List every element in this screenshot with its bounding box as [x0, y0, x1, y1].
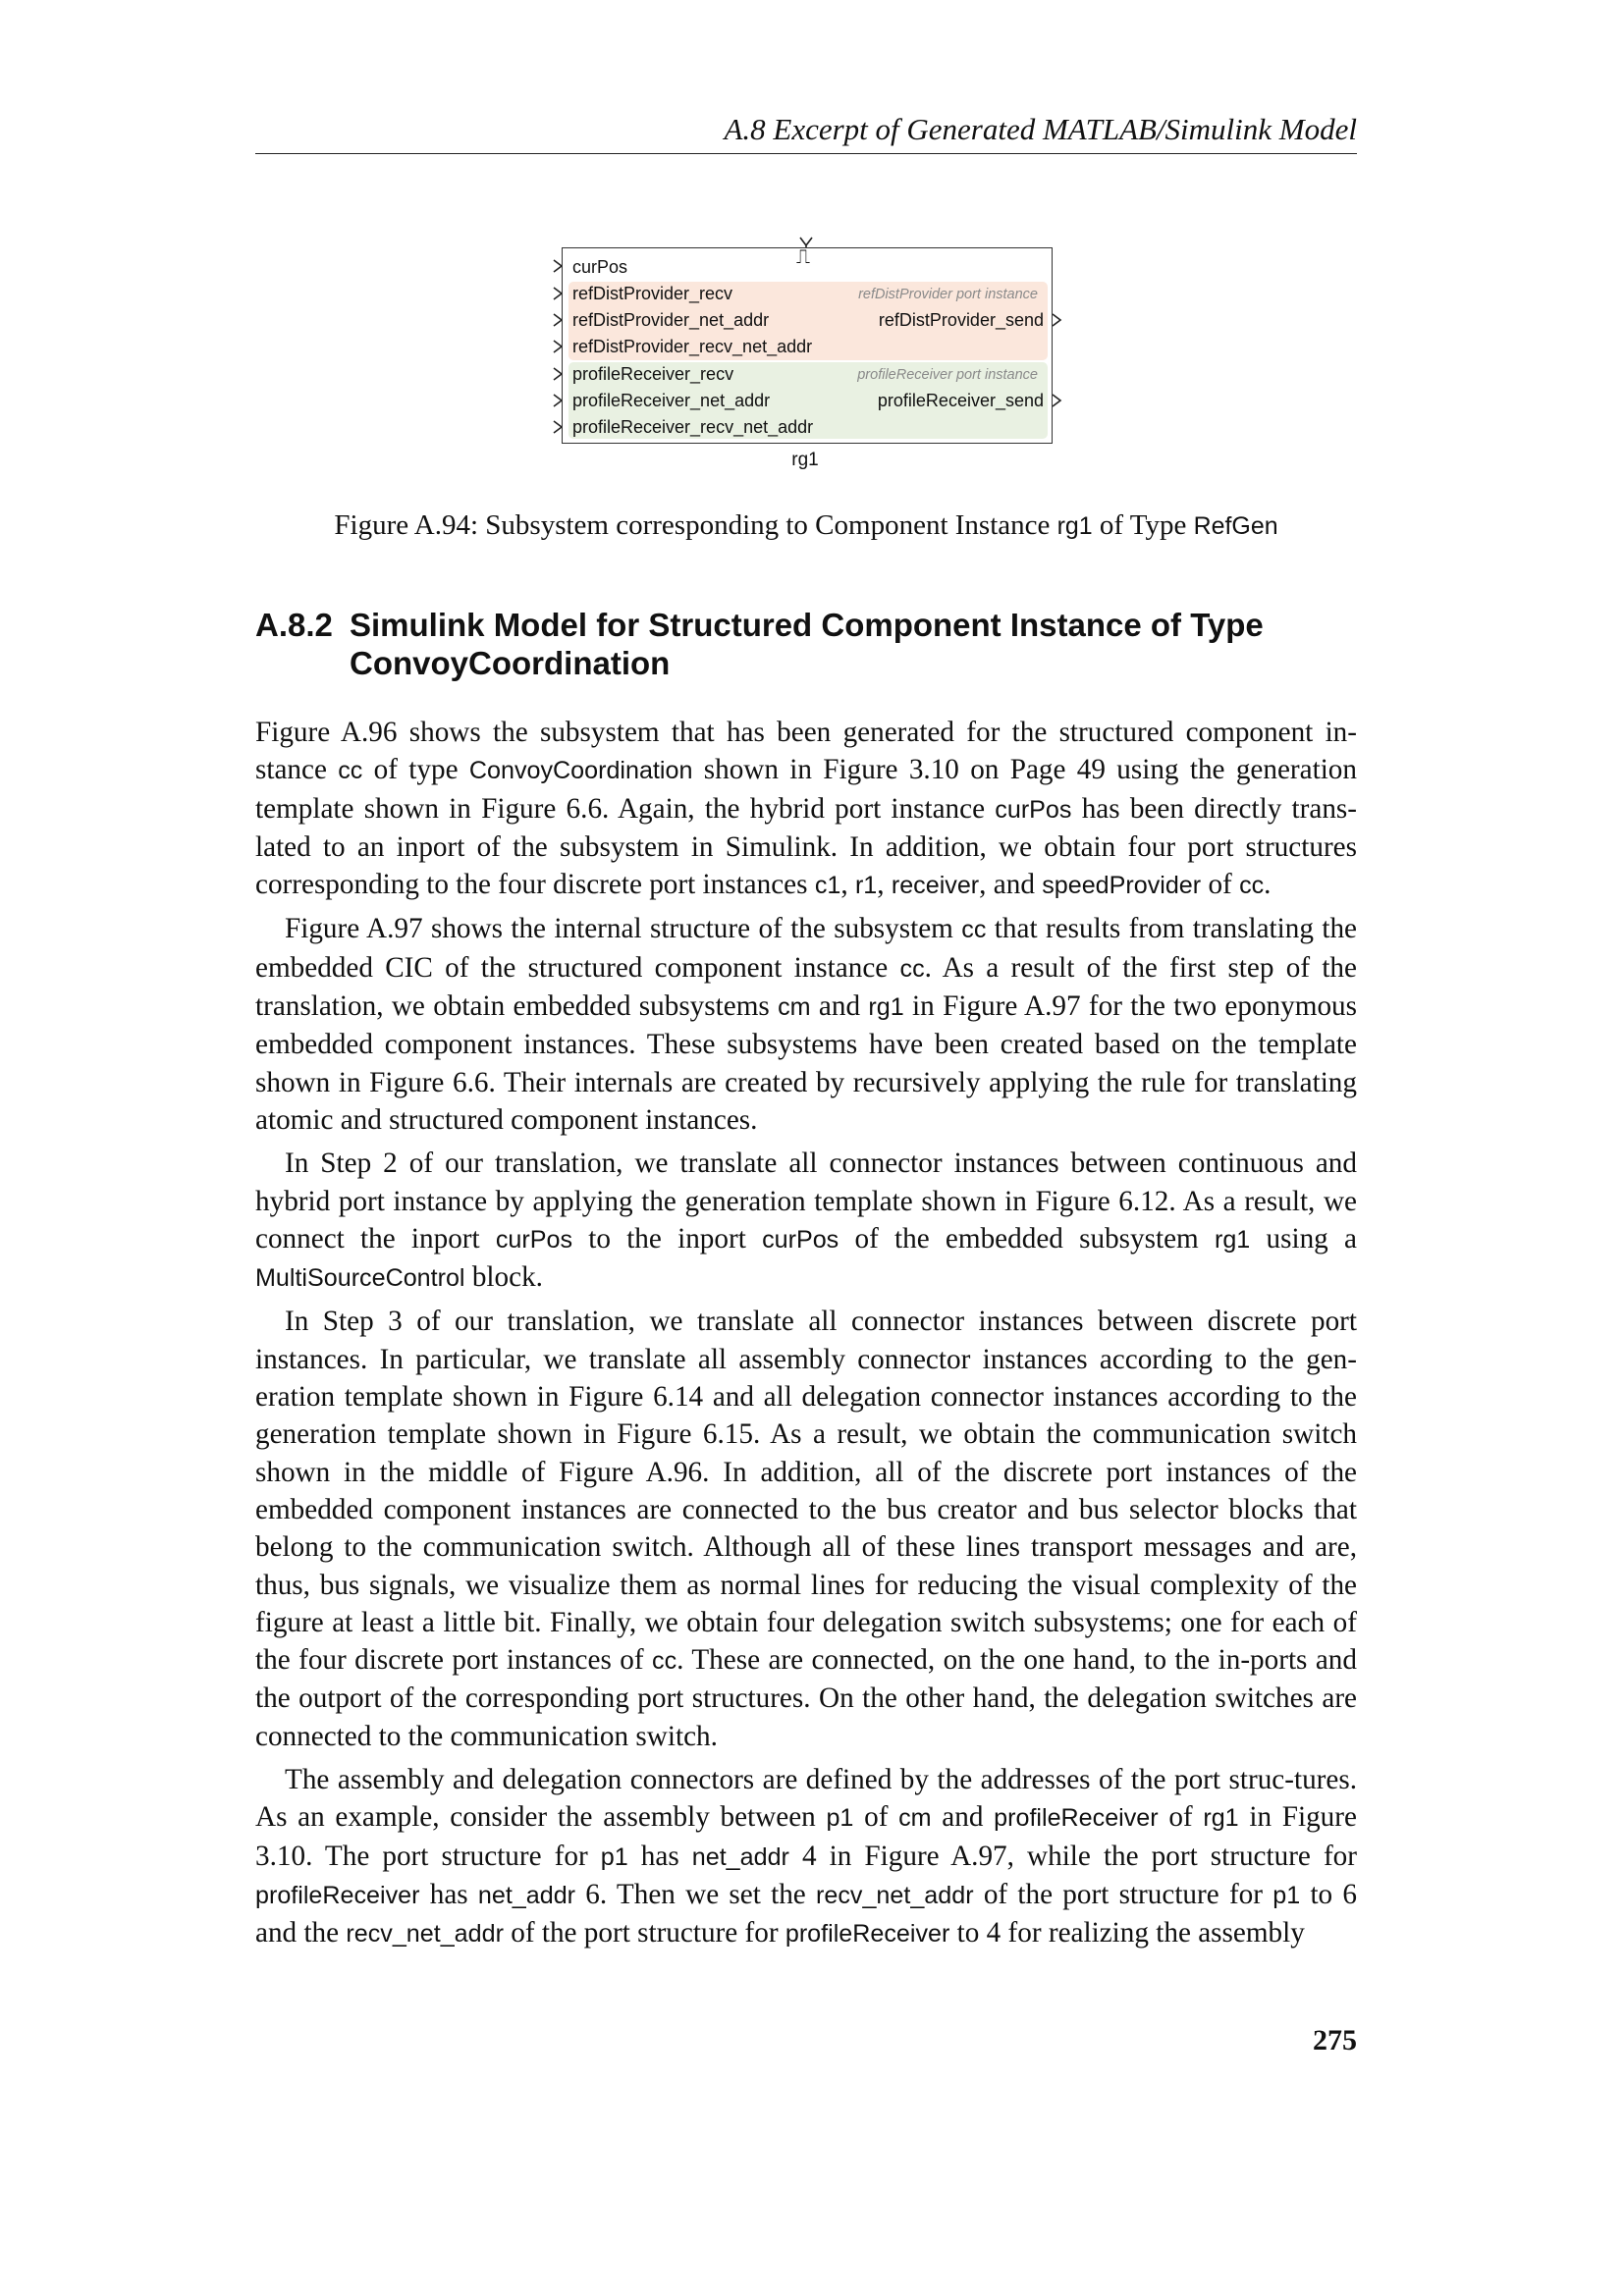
paragraph-text: has been directly trans-lated to an inport of the subsystem in Simulink. In addition, we obtain four port structures corresponding to the four discrete port instances [255, 792, 1358, 901]
paragraph-text: The assembly and delegation connectors are defined by the addresses of the port struc-tures. As an example, consider the assembly between [255, 1764, 1357, 1834]
code-identifier: curPos [762, 1225, 839, 1254]
code-identifier: p1 [1272, 1881, 1301, 1909]
code-identifier: net_addr [477, 1881, 576, 1909]
header-rule [255, 153, 1357, 154]
paragraph-text: , [840, 869, 855, 901]
paragraph-text: to 6 and the [255, 1878, 1357, 1949]
code-identifier: cc [1239, 872, 1265, 900]
paragraph-text: . These are connected, on the one hand, to the in-ports and the outport of the corresponding port structures. On the other hand, the delegation switches are connected to the communication switch. [255, 1644, 1357, 1752]
running-header: A.8 Excerpt of Generated MATLAB/Simulink Model [724, 112, 1357, 146]
code-identifier: profileReceiver [255, 1881, 420, 1909]
inport-arrow-icon [554, 314, 562, 326]
outport-profilereceiver-send: profileReceiver_send [877, 391, 1044, 410]
body-text [255, 714, 1357, 1959]
code-identifier: profileReceiver [994, 1804, 1159, 1833]
code-identifier: recv_net_addr [346, 1920, 504, 1949]
code-identifier: curPos [495, 1225, 573, 1254]
outport-arrows [1053, 314, 1060, 406]
code-identifier: profileReceiver [785, 1920, 950, 1949]
caption-prefix: Figure A.94: Subsystem corresponding to Component Instance [334, 509, 1057, 541]
code-identifier: rg1 [868, 993, 904, 1022]
code-identifier: r1 [854, 872, 878, 900]
paragraph-text: In Step 2 of our translation, we translate all connector instances between continuous and hybrid port instance by applying the generation template shown in Figure 6.12. As a result, we connect the inport [255, 1148, 1357, 1255]
outport-refdistprovider-send: refDistProvider_send [878, 310, 1044, 330]
paragraph [255, 1145, 1357, 1297]
subsystem-block [562, 244, 1053, 444]
paragraph [255, 1303, 1357, 1755]
code-identifier: p1 [826, 1804, 854, 1833]
code-identifier: cm [898, 1804, 932, 1833]
paragraph-text: of the port structure for [973, 1878, 1273, 1910]
code-identifier: cc [961, 916, 987, 944]
paragraph-text: that results from translating the embedded CIC of the structured component instance [255, 913, 1357, 984]
page-number: 275 [1313, 2024, 1357, 2056]
code-identifier: receiver [891, 872, 980, 900]
refdistprovider-group-label: refDistProvider port instance [858, 287, 1038, 302]
paragraph-text: to the inport [572, 1222, 763, 1255]
code-identifier: cc [338, 757, 363, 785]
paragraph-text: Figure A.96 shows the subsystem that has been generated for the structured component in-stance [255, 717, 1357, 786]
code-identifier: MultiSourceControl [255, 1264, 465, 1293]
code-identifier: recv_net_addr [816, 1881, 974, 1909]
code-identifier: speedProvider [1042, 872, 1202, 900]
paragraph [255, 1761, 1357, 1952]
paragraph-text: , and [979, 869, 1043, 901]
code-identifier: ConvoyCoordination [468, 757, 693, 785]
inport-refdistprovider-recv-net-addr: refDistProvider_recv_net_addr [572, 337, 813, 356]
paragraph-text: of [1158, 1801, 1204, 1834]
caption-mid: of Type [1092, 509, 1194, 541]
paragraph-text: shown in Figure 3.10 on Page 49 using the generation template shown in Figure 6.6. Again, the hybrid port instance [255, 754, 1357, 825]
paragraph-text: has [627, 1840, 692, 1872]
inport-arrow-icon [554, 260, 562, 272]
code-identifier: cm [778, 993, 811, 1022]
caption-type: RefGen [1193, 512, 1278, 540]
inport-arrows [554, 260, 562, 433]
paragraph-text: and [931, 1801, 995, 1834]
section-number: A.8.2 [255, 607, 333, 643]
figure-caption [255, 507, 1357, 545]
paragraph-text: , [877, 869, 892, 901]
block-name: rg1 [791, 450, 819, 470]
inport-arrow-icon [554, 288, 562, 299]
paragraph-text: to 4 for realizing the assembly [949, 1917, 1305, 1949]
paragraph-text: In Step 3 of our translation, we translate all connector instances between discrete port instances. In particular, we translate all assembly connector instances according to the gen-eration template shown in Figure 6.14 and all delegation connector instances according to the generation template shown in Figure 6.15. As a result, we obtain the communication switch shown in the middle of Figure A.96. In addition, all of the discrete port instances of the embedded component instances are connected to the bus creator and bus selector blocks that belong to the communication switch. Although all of these lines transport messages and are, thus, bus signals, we visualize them as normal lines for reducing the visual complexity of the figure at least a little bit. Finally, we obtain four delegation switch subsystems; one for each of the four discrete port instances of [255, 1306, 1357, 1677]
pulse-generator-icon: ⎍ [796, 244, 810, 268]
paragraph-text: of type [362, 754, 469, 786]
paragraph-text: of the embedded subsystem [839, 1222, 1215, 1255]
inport-profilereceiver-recv-net-addr: profileReceiver_recv_net_addr [572, 417, 814, 437]
paragraph-text: in Figure 3.10. The port structure for [255, 1801, 1357, 1872]
paragraph-text: Figure A.97 shows the internal structure of the subsystem [285, 913, 962, 945]
paragraph-text: 6. Then we set the [575, 1878, 817, 1910]
paragraph-text: 4 in Figure A.97, while the port structure for [788, 1840, 1357, 1872]
inport-arrow-icon [554, 368, 562, 380]
profilereceiver-group-label: profileReceiver port instance [857, 367, 1038, 383]
paragraph-text: of [1201, 869, 1240, 901]
code-identifier: p1 [600, 1842, 628, 1871]
outport-arrow-icon [1053, 395, 1060, 406]
inport-arrow-icon [554, 421, 562, 433]
subsystem-block-diagram [540, 228, 1070, 477]
inport-curpos: curPos [572, 257, 628, 277]
paragraph-text: has [419, 1878, 478, 1910]
paragraph-text: of [853, 1801, 899, 1834]
paragraph-text: . As a result of the first step of the translation, we obtain embedded subsystems [255, 951, 1357, 1023]
inport-refdistprovider-net-addr: refDistProvider_net_addr [572, 310, 770, 330]
code-identifier: rg1 [1214, 1225, 1251, 1254]
paragraph-text: and [810, 990, 869, 1023]
paragraph-text: in Figure A.97 for the two eponymous embedded component instances. These subsystems have been created based on the template shown in Figure 6.6. Their internals are created by recursively applying the rule for translating atomic and structured component instances. [255, 990, 1357, 1136]
section-title: Simulink Model for Structured Component Instance of Type ConvoyCoordination [350, 607, 1264, 681]
code-identifier: cc [899, 954, 925, 983]
inport-profilereceiver-recv: profileReceiver_recv [572, 364, 734, 384]
paragraph-text: block. [464, 1261, 543, 1294]
inport-arrow-icon [554, 395, 562, 406]
inport-refdistprovider-recv: refDistProvider_recv [572, 284, 733, 303]
code-identifier: c1 [814, 872, 841, 900]
inport-profilereceiver-net-addr: profileReceiver_net_addr [572, 391, 771, 410]
code-identifier: cc [652, 1647, 677, 1676]
paragraph-text: . [1264, 869, 1272, 901]
code-identifier: curPos [995, 795, 1072, 824]
paragraph-text: using a [1250, 1222, 1357, 1255]
code-identifier: net_addr [691, 1842, 789, 1871]
paragraph [255, 714, 1357, 904]
outport-arrow-icon [1053, 314, 1060, 326]
paragraph [255, 910, 1357, 1139]
paragraph-text: of the port structure for [503, 1917, 785, 1949]
inport-arrow-icon [554, 341, 562, 352]
caption-instance: rg1 [1056, 512, 1093, 540]
code-identifier: rg1 [1203, 1804, 1239, 1833]
